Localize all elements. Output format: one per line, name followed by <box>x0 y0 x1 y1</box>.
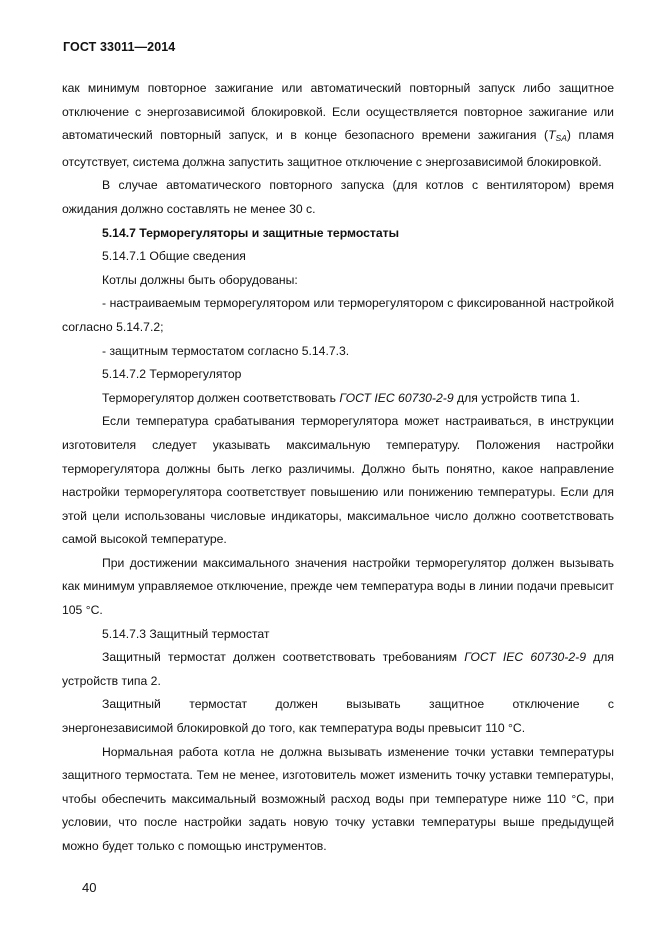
list-item-safety-thermostat: - защитным термостатом согласно 5.14.7.3. <box>102 343 350 358</box>
paragraph-restart: В случае автоматического повторного запуска (для котлов с вентилятором) время ожидания должно составлять не менее 30 с. <box>62 178 614 216</box>
subsection-heading: 5.14.7.3 Защитный термостат <box>102 626 270 641</box>
document-header: ГОСТ 33011—2014 <box>63 40 176 54</box>
standard-reference: ГОСТ IEC 60730-2-9 <box>339 390 454 405</box>
paragraph-safety-shutdown-line2: энергонезависимой блокировкой до того, как температура воды превысит 110 °С. <box>62 721 526 736</box>
paragraph-text: как минимум повторное зажигание или автоматический повторный запуск либо защитное отключение с энергозависимой блокировкой. Если осуществляется повторное зажигание или автоматический повторный запуск, и в конце безопасного времени зажигания ( <box>62 81 614 143</box>
list-item-thermostat-regulator: - настраиваемым терморегулятором или терморегулятором с фиксированной настройкой согласно 5.14.7.2; <box>62 296 614 334</box>
paragraph-text: Защитный термостат должен соответствовать требованиям <box>102 650 465 665</box>
section-heading: 5.14.7 Терморегуляторы и защитные термостаты <box>102 225 400 240</box>
page-number: 40 <box>82 880 97 895</box>
paragraph-text: ) пламя отсутствует, система должна запустить защитное отключение с энергозависимой блокировкой. <box>62 128 614 169</box>
paragraph-regulator-settings: Если температура срабатывания терморегулятора может настраиваться, в инструкции изготовителя следует указывать максимальную температуру. Положения настройки терморегулятора должны быть легко различимы. Должно быть понятно, какое направление настройки терморегулятора соответствует повышению или понижению температуры. Если для этой цели использованы числовые индикаторы, максимальное число должно соответствовать самой высокой температуре. <box>62 414 614 547</box>
paragraph-continuation <box>62 77 614 174</box>
symbol-t: T <box>548 128 556 143</box>
paragraph-text: для устройств типа 1. <box>453 390 581 405</box>
symbol-subscript: SA <box>555 133 567 144</box>
paragraph-regulator-max: При достижении максимального значения настройки терморегулятор должен вызывать как минимум управляемое отключение, прежде чем температура воды в линии подачи превысит 105 °С. <box>62 555 614 618</box>
paragraph-regulator-standard <box>62 387 614 411</box>
subsection-heading: 5.14.7.1 Общие сведения <box>102 249 246 264</box>
paragraph-safety-standard <box>62 646 614 693</box>
paragraph-equipment: Котлы должны быть оборудованы: <box>102 272 298 287</box>
standard-reference: ГОСТ IEC 60730-2-9 <box>464 650 586 665</box>
paragraph-setpoint: Нормальная работа котла не должна вызывать изменение точки уставки температуры защитного термостата. Тем не менее, изготовитель может изменить точку уставки температуры, чтобы обеспечить максимальный возможный расход воды при температуре ниже 110 °С, при условии, что после настройки задать новую точку уставки температуры выше предыдущей можно будет только с помощью инструментов. <box>62 744 614 853</box>
paragraph-text: Терморегулятор должен соответствовать <box>102 390 340 405</box>
subsection-heading: 5.14.7.2 Терморегулятор <box>102 367 242 382</box>
document-body <box>62 77 614 859</box>
paragraph-text: для устройств типа 2. <box>62 650 614 688</box>
paragraph-safety-shutdown-line1: Защитный термостат должен вызывать защитное отключение с <box>102 697 614 712</box>
